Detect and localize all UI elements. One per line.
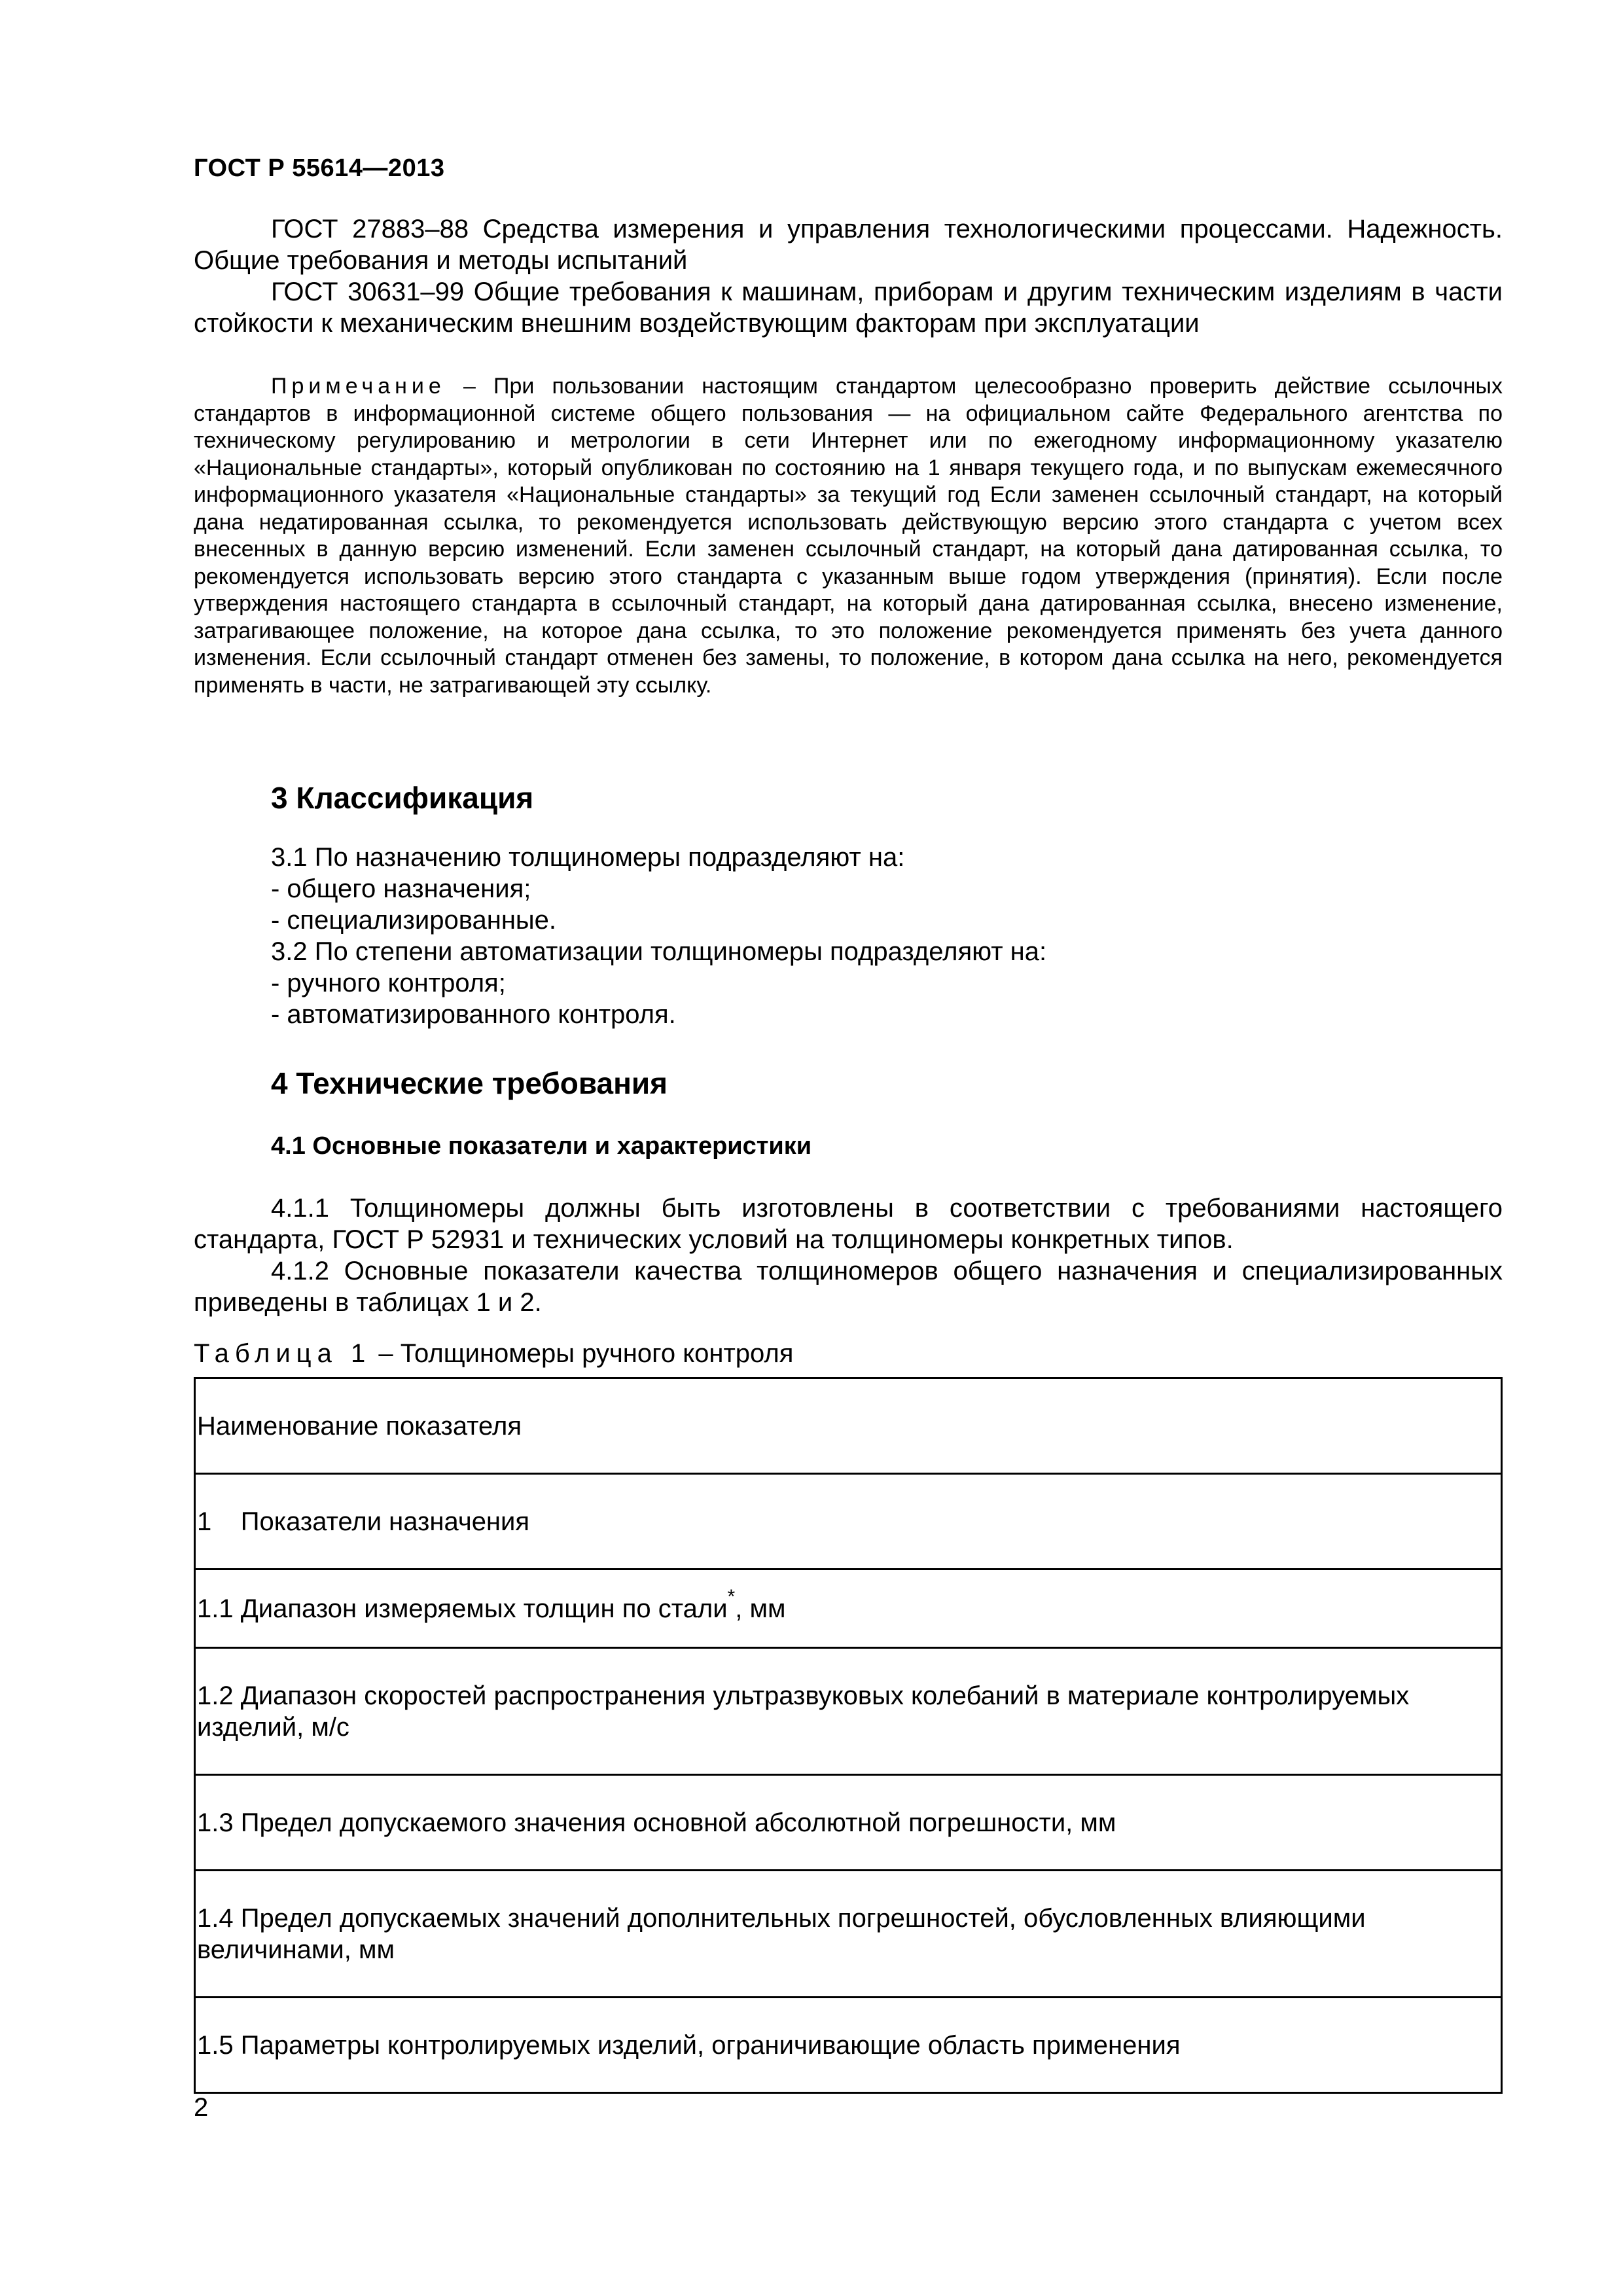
list-item: - специализированные. (271, 906, 557, 935)
table-cell-unit: , мм (735, 1594, 786, 1623)
table-row (195, 1871, 1502, 1998)
table-cell: 1.5 Параметры контролируемых изделий, ограничивающие область применения (195, 1998, 1502, 2093)
table-cell: 1.2 Диапазон скоростей распространения ультразвуковых колебаний в материале контролируемых изделий, м/с (195, 1648, 1502, 1775)
page-header: ГОСТ Р 55614—2013 (194, 154, 445, 182)
section-4-title: 4 Технические требования (271, 1066, 668, 1100)
list-item: - ручного контроля; (271, 969, 506, 997)
reference-item: ГОСТ 27883–88 Средства измерения и управления технологическими процессами. Надежность. Общие требования и методы испытаний (194, 215, 1503, 275)
table-cell: 1 Показатели назначения (195, 1474, 1502, 1570)
table-1 (194, 1377, 1503, 2094)
classification-list (271, 842, 1046, 1030)
note-text: – При пользовании настоящим стандартом целесообразно проверить действие ссылочных стандартов в информационной системе общего пользования — на официальном сайте Федерального агентства по техническому регулированию и метрологии в сети Интернет или по ежегодному информационному указателю «Национальные стандарты», который опубликован по состоянию на 1 января текущего года, и по выпускам ежемесячного информационного указателя «Национальные стандарты» за текущий год Если заменен ссылочный стандарт, на который дана недатированная ссылка, то рекомендуется использовать действующую версию этого стандарта с учетом всех внесенных в данную версию изменений. Если заменен ссылочный стандарт, на который дана датированная ссылка, то рекомендуется использовать версию этого стандарта с указанным выше годом утверждения (принятия). Если после утверждения настоящего стандарта в ссылочный стандарт, на который дана датированная ссылка, внесено изменение, затрагивающее положение, на которое дана ссылка, то это положение рекомендуется применять без учета данного изменения. Если ссылочный стандарт отменен без замены, то положение, в котором дана ссылка на него, рекомендуется применять в части, не затрагивающей эту ссылку. (194, 374, 1503, 698)
subsection-4-1-title: 4.1 Основные показатели и характеристики (271, 1132, 812, 1160)
table-cell-text: 1.1 Диапазон измеряемых толщин по стали (197, 1594, 728, 1623)
section-4-paragraphs (194, 1193, 1503, 1318)
section-3-title: 3 Классификация (271, 781, 534, 815)
table-cell: Наименование показателя (195, 1378, 1502, 1474)
table-caption-label: Таблица 1 (194, 1339, 372, 1368)
note-paragraph (194, 373, 1503, 699)
table-caption-text: Толщиномеры ручного контроля (400, 1339, 794, 1368)
table-row (195, 1648, 1502, 1775)
page-number: 2 (194, 2093, 209, 2122)
reference-item: ГОСТ 30631–99 Общие требования к машинам, приборам и другим техническим изделиям в части стойкости к механическим внешним воздействующим факторам при эксплуатации (194, 278, 1503, 338)
normative-references (194, 213, 1503, 339)
table-row (195, 1474, 1502, 1570)
list-item: - общего назначения; (271, 874, 531, 903)
table-row (195, 1775, 1502, 1871)
paragraph: 4.1.2 Основные показатели качества толщиномеров общего назначения и специализированных приведены в таблицах 1 и 2. (194, 1257, 1503, 1317)
table-cell: 1.3 Предел допускаемого значения основной абсолютной погрешности, мм (195, 1775, 1502, 1871)
footnote-marker: * (727, 1585, 736, 1607)
note-block (194, 373, 1503, 699)
table-row (195, 1378, 1502, 1474)
table-row (195, 1998, 1502, 2093)
table-cell: 1.4 Предел допускаемых значений дополнительных погрешностей, обусловленных влияющими величинами, мм (195, 1871, 1502, 1998)
table-row (195, 1570, 1502, 1648)
list-item: - автоматизированного контроля. (271, 1000, 676, 1029)
paragraph: 4.1.1 Толщиномеры должны быть изготовлены в соответствии с требованиями настоящего стандарта, ГОСТ Р 52931 и технических условий на толщиномеры конкретных типов. (194, 1194, 1503, 1254)
list-item: 3.1 По назначению толщиномеры подразделяют на: (271, 843, 905, 872)
table-caption-dash: – (371, 1339, 401, 1368)
table-cell (195, 1570, 1502, 1648)
note-label: Примечание (271, 374, 446, 399)
list-item: 3.2 По степени автоматизации толщиномеры подразделяют на: (271, 937, 1047, 966)
table-1-caption (194, 1339, 793, 1369)
